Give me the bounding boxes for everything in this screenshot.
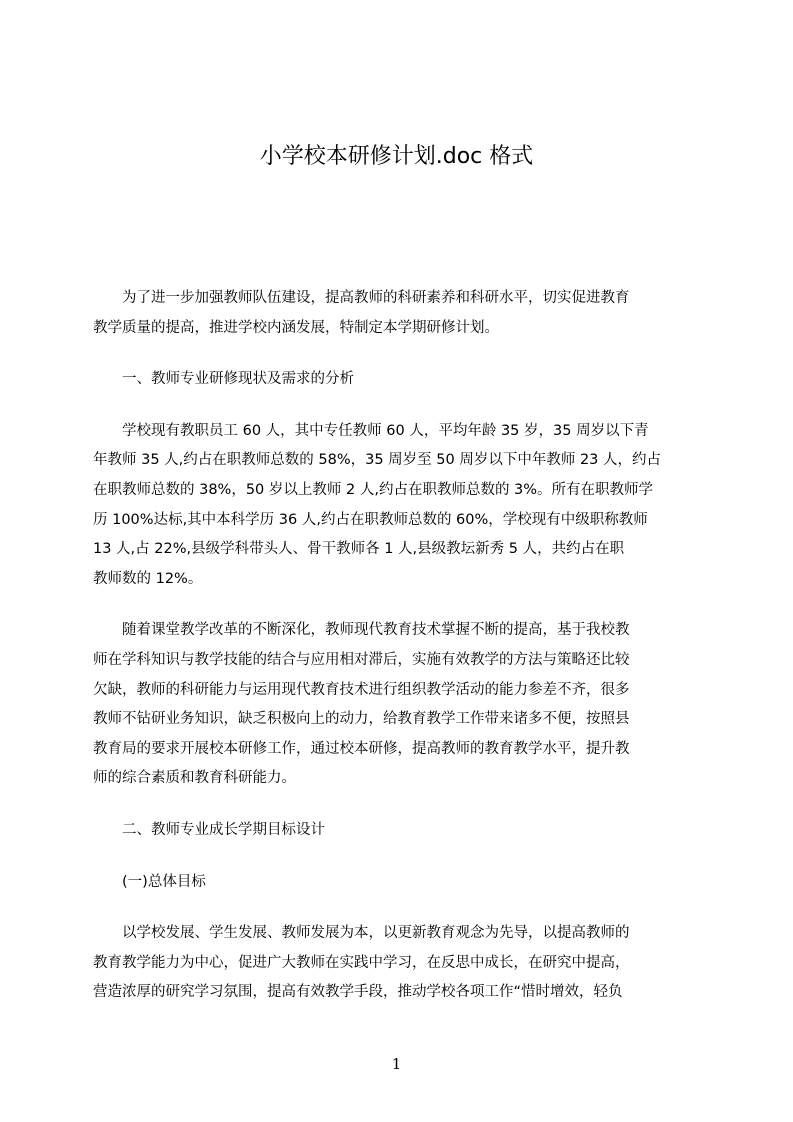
section1-paragraph-2 — [93, 616, 700, 794]
text-line: 教学质量的提高，推进学校内涵发展，特制定本学期研修计划。 — [93, 319, 499, 336]
text-line: 历 100%达标,其中本科学历 36 人,约占在职教师总数的 60%，学校现有中级职称教师 — [93, 511, 648, 528]
text-line: 学校现有教职员工 60 人，其中专任教师 60 人，平均年龄 35 岁，35 周岁以下青 — [122, 422, 649, 439]
text-line: 欠缺，教师的科研能力与运用现代教育技术进行组织教学活动的能力参差不齐，很多 — [93, 681, 630, 698]
section1-paragraph-1 — [93, 417, 700, 595]
text-line: 营造浓厚的研究学习氛围，提高有效教学手段，推动学校各项工作“惜时增效，轻负 — [93, 984, 623, 1001]
text-line: 教育教学能力为中心，促进广大教师在实践中学习，在反思中成长，在研究中提高， — [93, 954, 630, 971]
text-line: 13 人,占 22%,县级学科带头人、骨干教师各 1 人,县级教坛新秀 5 人，共约占在职 — [93, 541, 625, 558]
subsection-heading-1: (一)总体目标 — [122, 873, 206, 890]
text-line: 师在学科知识与教学技能的结合与应用相对滞后，实施有效教学的方法与策略还比较 — [93, 651, 630, 668]
document-title: 小学校本研修计划.doc 格式 — [259, 144, 534, 169]
text-line: 教育局的要求开展校本研修工作，通过校本研修，提高教师的教育教学水平，提升教 — [93, 740, 630, 757]
text-line: 师的综合素质和教育科研能力。 — [93, 770, 296, 787]
subsection1-paragraph — [93, 919, 700, 1008]
text-line: 在职教师总数的 38%，50 岁以上教师 2 人,约占在职教师总数的 3%。所有在职教师学 — [93, 481, 654, 498]
section-heading-2: 二、教师专业成长学期目标设计 — [122, 821, 325, 838]
document-body — [93, 284, 700, 1008]
text-line: 为了进一步加强教师队伍建设，提高教师的科研素养和科研水平，切实促进教育 — [122, 290, 630, 306]
text-line: 以学校发展、学生发展、教师发展为本，以更新教育观念为先导，以提高教师的 — [122, 925, 630, 942]
text-line: 随着课堂教学改革的不断深化，教师现代教育技术掌握不断的提高，基于我校教 — [122, 622, 630, 639]
text-line: 教师不钻研业务知识，缺乏积极向上的动力，给教育教学工作带来诸多不便，按照县 — [93, 711, 630, 728]
text-line: 教师数的 12%。 — [93, 570, 203, 587]
text-line: 年教师 35 人,约占在职教师总数的 58%，35 周岁至 50 周岁以下中年教师 23 人，约占 — [93, 452, 662, 469]
page-number: 1 — [391, 1055, 402, 1073]
section-heading-1: 一、教师专业研修现状及需求的分析 — [122, 371, 354, 388]
intro-paragraph — [93, 284, 700, 343]
